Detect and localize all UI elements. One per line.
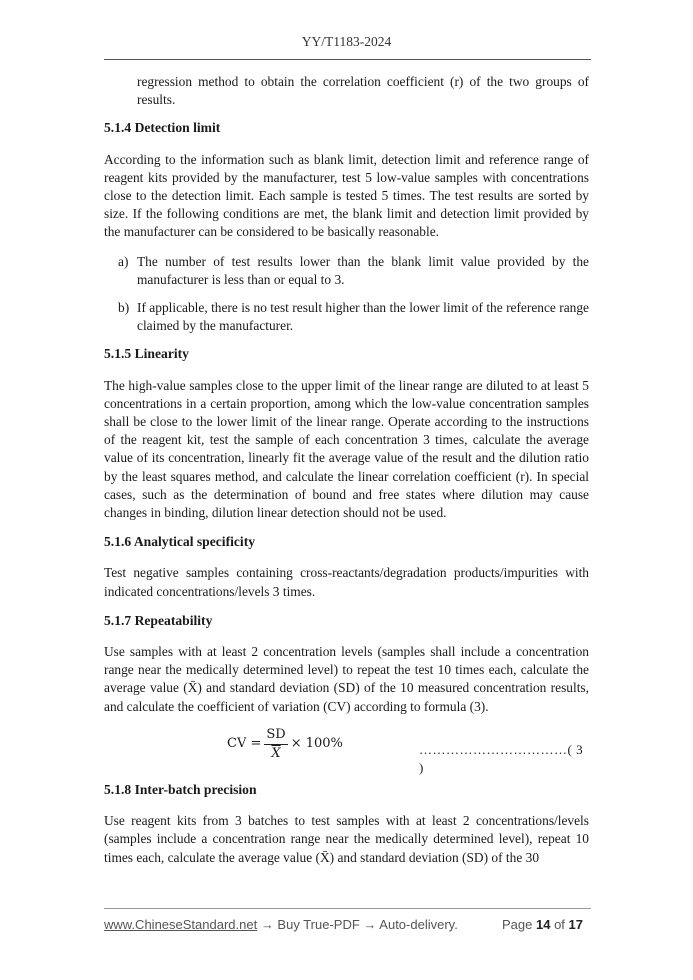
page-indicator: [502, 917, 583, 932]
site-link[interactable]: www.ChineseStandard.net: [104, 917, 258, 932]
formula-numerator: SD: [264, 727, 287, 745]
page-label: Page: [501, 917, 533, 932]
formula-fraction: [264, 727, 287, 762]
section-heading-5-1-4: 5.1.4 Detection limit: [104, 120, 221, 136]
of-label: of: [554, 917, 565, 932]
formula-expression: [227, 727, 343, 762]
formula-number: ……………………………( 3 ): [419, 741, 584, 776]
paragraph-analytical-specificity: Test negative samples containing cross-reactants/degradation products/impurities with indicated concentrations/levels 3 times.: [104, 565, 589, 599]
paragraph-linearity: The high-value samples close to the upper limit of the linear range are diluted to at least 5 concentrations in a certain proportion, among which the low-value concentration samples shall be close to the lower limit of the linear range. Operate according to the instructions of the reagent kit, test the sample of each concentration 3 times, calculate the average value of its concentration, linearly fit the average value of the result and the dilution ratio by the least squares method, and calculate the linear correlation coefficient (r). In special cases, such as the determination of bound and free states where dilution may cause changes in binding, dilution linear detection should not be used.: [104, 377, 589, 521]
list-marker: b): [118, 300, 130, 316]
paragraph-detection-limit: According to the information such as blank limit, detection limit and reference range of reagent kits provided by the manufacturer, test 5 low-value samples with concentrations close to the detection limit. Each sample is tested 5 times. The test results are sorted by size. If the following conditions are met, the blank limit and detection limit provided by the manufacturer can be considered to be basically reasonable.: [104, 151, 589, 240]
list-marker: a): [118, 253, 129, 269]
list-item-text: If applicable, there is no test result higher than the lower limit of the reference range claimed by the manufacturer.: [137, 300, 589, 334]
formula-denominator: X: [271, 745, 281, 761]
footer-promo: → Buy True-PDF → Auto-delivery.: [257, 917, 458, 932]
section-heading-5-1-8: 5.1.8 Inter-batch precision: [104, 781, 257, 797]
formula-rhs: × 100%: [290, 736, 343, 752]
section-heading-5-1-5: 5.1.5 Linearity: [104, 346, 189, 362]
continued-paragraph: regression method to obtain the correlation coefficient (r) of the two groups of results.: [137, 74, 589, 108]
section-heading-5-1-7: 5.1.7 Repeatability: [104, 612, 213, 628]
section-heading-5-1-6: 5.1.6 Analytical specificity: [104, 534, 256, 550]
header-divider: [104, 59, 591, 60]
standard-code: YY/T1183-2024: [301, 34, 392, 49]
formula-3: [104, 723, 589, 776]
page-footer: [104, 917, 591, 932]
footer-divider: [104, 908, 591, 909]
list-item: [104, 299, 589, 335]
document-body: [104, 73, 589, 878]
list-item-text: The number of test results lower than the blank limit value provided by the manufacturer is less than or equal to 3.: [137, 253, 589, 287]
page-total: 17: [568, 917, 583, 932]
page-number: 14: [535, 917, 551, 932]
formula-lhs: CV =: [227, 736, 262, 752]
paragraph-repeatability: Use samples with at least 2 concentration levels (samples shall include a concentration range near the medically determined level) to repeat the test 10 times each, calculate the average value (X̄) and standard deviation (SD) of the 10 measured concentration results, and calculate the coefficient of variation (CV) according to formula (3).: [104, 644, 589, 714]
list-item: [104, 253, 589, 289]
paragraph-inter-batch-precision: Use reagent kits from 3 batches to test samples with at least 2 concentrations/levels (samples include a concentration range near the medically determined level), repeat 10 times each, calculate the average value (X̄) and standard deviation (SD) of the 30: [104, 813, 589, 865]
